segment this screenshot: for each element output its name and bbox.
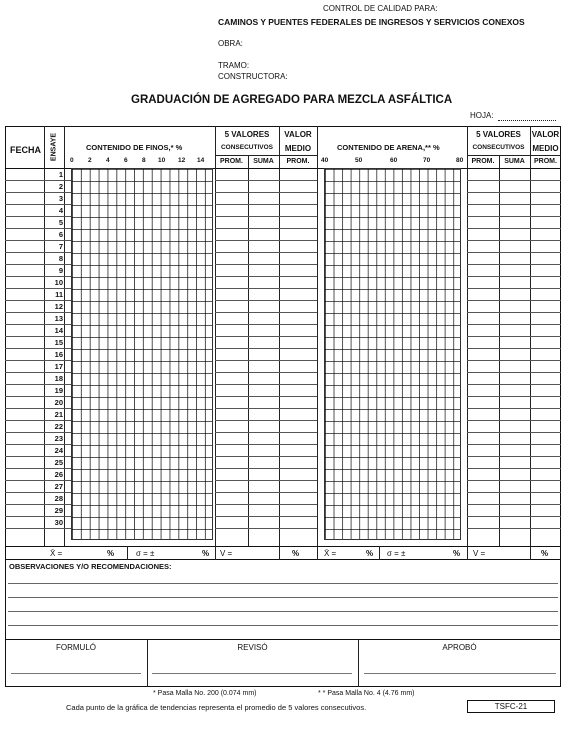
prom-header-2: PROM. — [471, 158, 495, 165]
formulo-label: FORMULÓ — [56, 643, 96, 652]
pct-left-2: % — [202, 549, 210, 558]
row-line — [467, 384, 561, 385]
row-line — [215, 276, 317, 277]
row-line — [5, 408, 71, 409]
form-code: TSFC-21 — [494, 702, 528, 711]
row-line — [215, 408, 317, 409]
row-line — [467, 480, 561, 481]
row-line — [467, 204, 561, 205]
hoja-line — [498, 120, 556, 121]
row-number: 8 — [58, 254, 63, 263]
row-line — [215, 420, 317, 421]
row-line — [467, 252, 561, 253]
v-right: V = — [473, 549, 486, 558]
row-line — [215, 432, 317, 433]
row-line — [215, 264, 317, 265]
footnote-1: * Pasa Malla No. 200 (0.074 mm) — [153, 690, 257, 697]
xbar-right: X̄ = — [324, 549, 337, 558]
row-line — [215, 444, 317, 445]
medio-2: MEDIO — [532, 144, 559, 153]
valor-1: VALOR — [284, 130, 312, 139]
row-line — [467, 396, 561, 397]
row-line — [467, 240, 561, 241]
row-line — [215, 468, 317, 469]
row-number: 1 — [58, 170, 63, 179]
row-line — [467, 432, 561, 433]
finos-tick: 0 — [70, 157, 74, 164]
consecutivos-2: CONSECUTIVOS — [472, 144, 525, 151]
row-number: 26 — [54, 470, 63, 479]
row-line — [5, 384, 71, 385]
finos-tick: 10 — [158, 157, 166, 164]
row-number: 11 — [55, 290, 63, 299]
row-number: 6 — [58, 230, 63, 239]
arena-header: CONTENIDO DE ARENA,** % — [337, 143, 440, 152]
row-line — [5, 264, 71, 265]
row-number: 28 — [54, 494, 63, 503]
fecha-header: FECHA — [10, 145, 41, 155]
row-line — [5, 300, 71, 301]
row-line — [5, 432, 71, 433]
row-line — [5, 504, 71, 505]
row-line — [5, 468, 71, 469]
row-line — [467, 276, 561, 277]
row-line — [5, 180, 71, 181]
arena-tick: 40 — [321, 157, 329, 164]
row-line — [215, 180, 317, 181]
row-line — [467, 372, 561, 373]
row-number: 13 — [54, 314, 63, 323]
row-line — [215, 324, 317, 325]
row-number: 24 — [54, 446, 63, 455]
pct-right-3: % — [541, 549, 549, 558]
row-line — [467, 492, 561, 493]
row-number: 4 — [58, 206, 63, 215]
row-line — [5, 336, 71, 337]
row-line — [467, 456, 561, 457]
footer-div-1 — [127, 546, 128, 560]
finos-tick: 6 — [124, 157, 128, 164]
row-number: 3 — [58, 194, 63, 203]
row-line — [5, 252, 71, 253]
row-line — [5, 528, 71, 529]
arena-tick: 50 — [355, 157, 363, 164]
pct-left-3: % — [292, 549, 300, 558]
row-line — [467, 348, 561, 349]
row-line — [215, 252, 317, 253]
finos-tick: 8 — [142, 157, 146, 164]
row-line — [5, 480, 71, 481]
row-line — [467, 324, 561, 325]
row-line — [467, 312, 561, 313]
row-number: 30 — [54, 518, 63, 527]
prom-header-valor-1: PROM. — [286, 158, 310, 165]
col-prom-suma2-divider — [499, 155, 500, 546]
finos-ticks — [66, 157, 216, 167]
obs-line-3 — [8, 611, 558, 612]
row-number: 7 — [58, 242, 63, 251]
obs-line-1 — [8, 583, 558, 584]
row-line — [215, 480, 317, 481]
control-label: CONTROL DE CALIDAD PARA: — [323, 4, 438, 13]
row-number: 10 — [54, 278, 63, 287]
reviso-signature-line[interactable] — [152, 673, 352, 674]
v-left: V = — [220, 549, 233, 558]
prom-header-1: PROM. — [220, 158, 243, 165]
row-line — [5, 276, 71, 277]
obs-line-2 — [8, 597, 558, 598]
xbar-left: X̄ = — [50, 549, 63, 558]
formulo-signature-line[interactable] — [11, 673, 141, 674]
row-line — [5, 516, 71, 517]
tramo-label: TRAMO: — [218, 61, 250, 70]
row-line — [215, 360, 317, 361]
row-line — [215, 228, 317, 229]
reviso-label: REVISÓ — [237, 643, 268, 652]
row-number: 21 — [54, 410, 63, 419]
row-line — [467, 504, 561, 505]
finos-tick: 12 — [178, 157, 186, 164]
row-line — [467, 516, 561, 517]
row-line — [5, 396, 71, 397]
pct-right-1: % — [366, 549, 374, 558]
pct-right-2: % — [453, 549, 461, 558]
subheader-line-1 — [215, 155, 317, 156]
row-line — [467, 528, 561, 529]
row-number: 18 — [54, 374, 63, 383]
row-line — [215, 372, 317, 373]
row-line — [5, 192, 71, 193]
row-number: 22 — [54, 422, 63, 431]
footer-div-2 — [379, 546, 380, 560]
suma-header-1: SUMA — [253, 158, 274, 165]
row-line — [5, 324, 71, 325]
row-line — [467, 300, 561, 301]
col-prom-suma-divider — [248, 155, 249, 546]
cinco-valores-2: 5 VALORES — [476, 130, 521, 139]
row-line — [215, 504, 317, 505]
row-line — [5, 228, 71, 229]
row-number: 14 — [54, 326, 63, 335]
row-line — [467, 264, 561, 265]
row-number: 9 — [58, 266, 63, 275]
arena-tick: 70 — [423, 157, 431, 164]
finos-tick: 4 — [106, 157, 110, 164]
row-line — [467, 444, 561, 445]
obs-line-4 — [8, 625, 558, 626]
row-line — [5, 240, 71, 241]
row-line — [467, 468, 561, 469]
row-line — [215, 384, 317, 385]
row-number: 25 — [54, 458, 63, 467]
row-line — [5, 456, 71, 457]
row-line — [467, 420, 561, 421]
observaciones-box[interactable] — [5, 560, 561, 640]
row-line — [5, 348, 71, 349]
row-line — [5, 204, 71, 205]
col-valor-divider — [317, 126, 318, 560]
arena-chart-grid[interactable] — [324, 168, 461, 540]
footnote-3: Cada punto de la gráfica de tendencias representa el promedio de 5 valores consecutivos. — [66, 703, 367, 712]
ensaye-header: ENSAYE — [50, 132, 58, 162]
row-line — [5, 288, 71, 289]
row-line — [215, 312, 317, 313]
pct-left-1: % — [107, 549, 115, 558]
finos-tick: 2 — [88, 157, 92, 164]
row-line — [467, 360, 561, 361]
sigma-left: σ = ± — [136, 549, 155, 558]
row-line — [5, 312, 71, 313]
cinco-valores-1: 5 VALORES — [224, 130, 270, 139]
row-number: 2 — [58, 182, 63, 191]
constructora-label: CONSTRUCTORA: — [218, 72, 288, 81]
row-line — [5, 372, 71, 373]
finos-tick: 14 — [197, 157, 205, 164]
arena-tick: 80 — [456, 157, 464, 164]
row-number: 16 — [54, 350, 63, 359]
medio-1: MEDIO — [284, 144, 312, 153]
aprobo-label: APROBÓ — [442, 643, 477, 652]
row-number: 19 — [54, 386, 63, 395]
row-number: 29 — [54, 506, 63, 515]
row-number: 20 — [54, 398, 63, 407]
finos-chart-grid[interactable] — [71, 168, 213, 540]
row-line — [467, 180, 561, 181]
row-line — [5, 444, 71, 445]
arena-ticks — [320, 157, 467, 167]
observaciones-label: OBSERVACIONES Y/O RECOMENDACIONES: — [9, 562, 172, 571]
row-line — [215, 204, 317, 205]
row-line — [467, 228, 561, 229]
row-line — [215, 288, 317, 289]
arena-tick: 60 — [390, 157, 398, 164]
row-line — [467, 408, 561, 409]
finos-header: CONTENIDO DE FINOS,* % — [86, 143, 183, 152]
valor-2: VALOR — [531, 130, 560, 139]
row-line — [5, 420, 71, 421]
row-line — [215, 516, 317, 517]
row-line — [215, 348, 317, 349]
sigma-right: σ = ± — [387, 549, 406, 558]
row-number: 27 — [54, 482, 63, 491]
row-number: 23 — [54, 434, 63, 443]
row-line — [215, 456, 317, 457]
row-line — [215, 300, 317, 301]
footnote-2: * * Pasa Malla No. 4 (4.76 mm) — [318, 690, 415, 697]
row-line — [467, 288, 561, 289]
row-number: 15 — [54, 338, 63, 347]
row-line — [215, 336, 317, 337]
subheader-line-2 — [467, 155, 561, 156]
row-line — [5, 492, 71, 493]
row-line — [467, 192, 561, 193]
consecutivos-1: CONSECUTIVOS — [220, 144, 273, 151]
row-line — [215, 192, 317, 193]
row-number: 5 — [58, 218, 63, 227]
row-line — [467, 216, 561, 217]
row-line — [215, 216, 317, 217]
row-line — [215, 492, 317, 493]
row-line — [5, 216, 71, 217]
footer-separator — [5, 546, 561, 547]
prom-header-valor-2: PROM. — [534, 158, 557, 165]
row-line — [215, 528, 317, 529]
obra-label: OBRA: — [218, 39, 243, 48]
agency-name: CAMINOS Y PUENTES FEDERALES DE INGRESOS Y SERVICIOS CONEXOS — [218, 17, 525, 27]
aprobo-signature-line[interactable] — [364, 673, 556, 674]
suma-header-2: SUMA — [504, 158, 525, 165]
hoja-label: HOJA: — [470, 111, 494, 120]
row-line — [5, 360, 71, 361]
row-line — [215, 240, 317, 241]
row-number: 17 — [54, 362, 63, 371]
row-number: 12 — [54, 302, 63, 311]
row-line — [467, 336, 561, 337]
page-title: GRADUACIÓN DE AGREGADO PARA MEZCLA ASFÁLTICA — [131, 94, 453, 106]
row-line — [215, 396, 317, 397]
